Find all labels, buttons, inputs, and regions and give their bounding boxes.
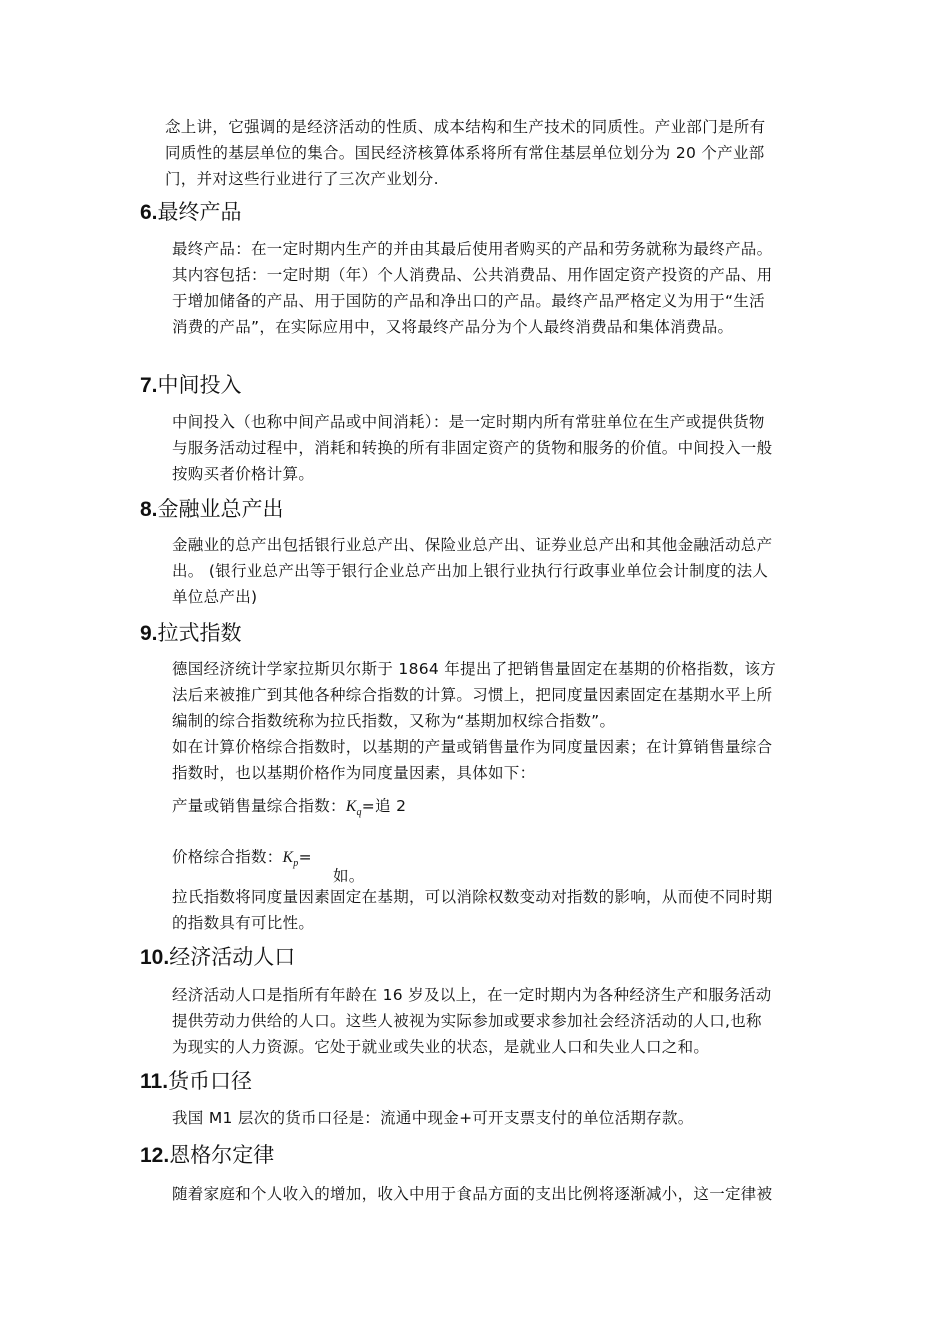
section-number: 9. — [140, 622, 158, 645]
formula-price-index-fragment: 如。 — [333, 867, 365, 885]
section-body-9-conclusion: 拉氏指数将同度量因素固定在基期，可以消除权数变动对指数的影响，从而使不同时期 的指数具有可比性。 — [172, 888, 773, 932]
formula-price-index — [172, 845, 312, 876]
section-title: 拉式指数 — [157, 621, 242, 645]
section-number: 8. — [140, 498, 158, 521]
formula-expression: = — [298, 848, 312, 866]
formula-symbol: $K_p$ — [282, 849, 299, 870]
section-heading-9 — [140, 618, 242, 649]
section-heading-6 — [140, 197, 242, 228]
section-number: 6. — [140, 201, 158, 224]
section-body-10: 经济活动人口是指所有年龄在 16 岁及以上，在一定时期内为各种经济生产和服务活动 提供劳动力供给的人口。这些人被视为实际参加或要求参加社会经济活动的人口,也称 为现实的人力资源。它处于就业或失业的状态，是就业人口和失业人口之和。 — [172, 986, 772, 1056]
section-number: 7. — [140, 374, 158, 397]
formula-label: 产量或销售量综合指数： — [172, 797, 346, 815]
section-title: 中间投入 — [157, 373, 242, 397]
formula-quantity-index — [172, 794, 406, 825]
section-title: 金融业总产出 — [157, 497, 284, 521]
intro-paragraph: 念上讲，它强调的是经济活动的性质、成本结构和生产技术的同质性。产业部门是所有 同质性的基层单位的集合。国民经济核算体系将所有常住基层单位划分为 20 个产业部 门，并对这些行业进行了三次产业划分. — [165, 118, 766, 188]
formula-symbol: $K_q$ — [345, 798, 362, 819]
section-number: 12. — [140, 1144, 170, 1167]
section-body-7: 中间投入（也称中间产品或中间消耗）：是一定时期内所有常驻单位在生产或提供货物 与服务活动过程中，消耗和转换的所有非固定资产的货物和服务的价值。中间投入一般 按购买者价格计算。 — [172, 413, 773, 483]
section-heading-7 — [140, 370, 242, 401]
section-body-8: 金融业的总产出包括银行业总产出、保险业总产出、证券业总产出和其他金融活动总产 出。 (银行业总产出等于银行企业总产出加上银行业执行行政事业单位会计制度的法人 单位总产出) — [172, 536, 773, 606]
formula-label: 价格综合指数： — [172, 848, 283, 866]
section-body-12: 随着家庭和个人收入的增加，收入中用于食品方面的支出比例将逐渐减小，这一定律被 — [172, 1185, 773, 1203]
section-heading-10 — [140, 942, 295, 973]
section-heading-12 — [140, 1140, 274, 1171]
section-body-9: 德国经济统计学家拉斯贝尔斯于 1864 年提出了把销售量固定在基期的价格指数，该方 法后来被推广到其他各种综合指数的计算。习惯上，把同度量因素固定在基期水平上所 编制的综合指数统称为拉氏指数，又称为“基期加权综合指数”。 如在计算价格综合指数时，以基期的产量或销售量作为同度量因素；在计算销售量综合 指数时，也以基期价格作为同度量因素，具体如下： — [172, 660, 777, 782]
formula-expression: =追 2 — [361, 797, 407, 815]
section-title: 货币口径 — [168, 1069, 253, 1093]
section-body-11: 我国 M1 层次的货币口径是：流通中现金+可开支票支付的单位活期存款。 — [172, 1109, 694, 1127]
section-number: 10. — [140, 946, 170, 969]
section-title: 最终产品 — [157, 200, 242, 224]
section-title: 经济活动人口 — [169, 945, 296, 969]
section-body-6: 最终产品：在一定时期内生产的并由其最后使用者购买的产品和劳务就称为最终产品。 其内容包括：一定时期（年）个人消费品、公共消费品、用作固定资产投资的产品、用 于增加储备的产品、用于国防的产品和净出口的产品。最终产品严格定义为用于“生活 消费的产品”，在实际应用中，又将最终产品分为个人最终消费品和集体消费品。 — [172, 240, 773, 336]
section-heading-8 — [140, 494, 284, 525]
section-number: 11. — [140, 1070, 169, 1093]
section-title: 恩格尔定律 — [169, 1143, 275, 1167]
section-heading-11 — [140, 1066, 252, 1097]
